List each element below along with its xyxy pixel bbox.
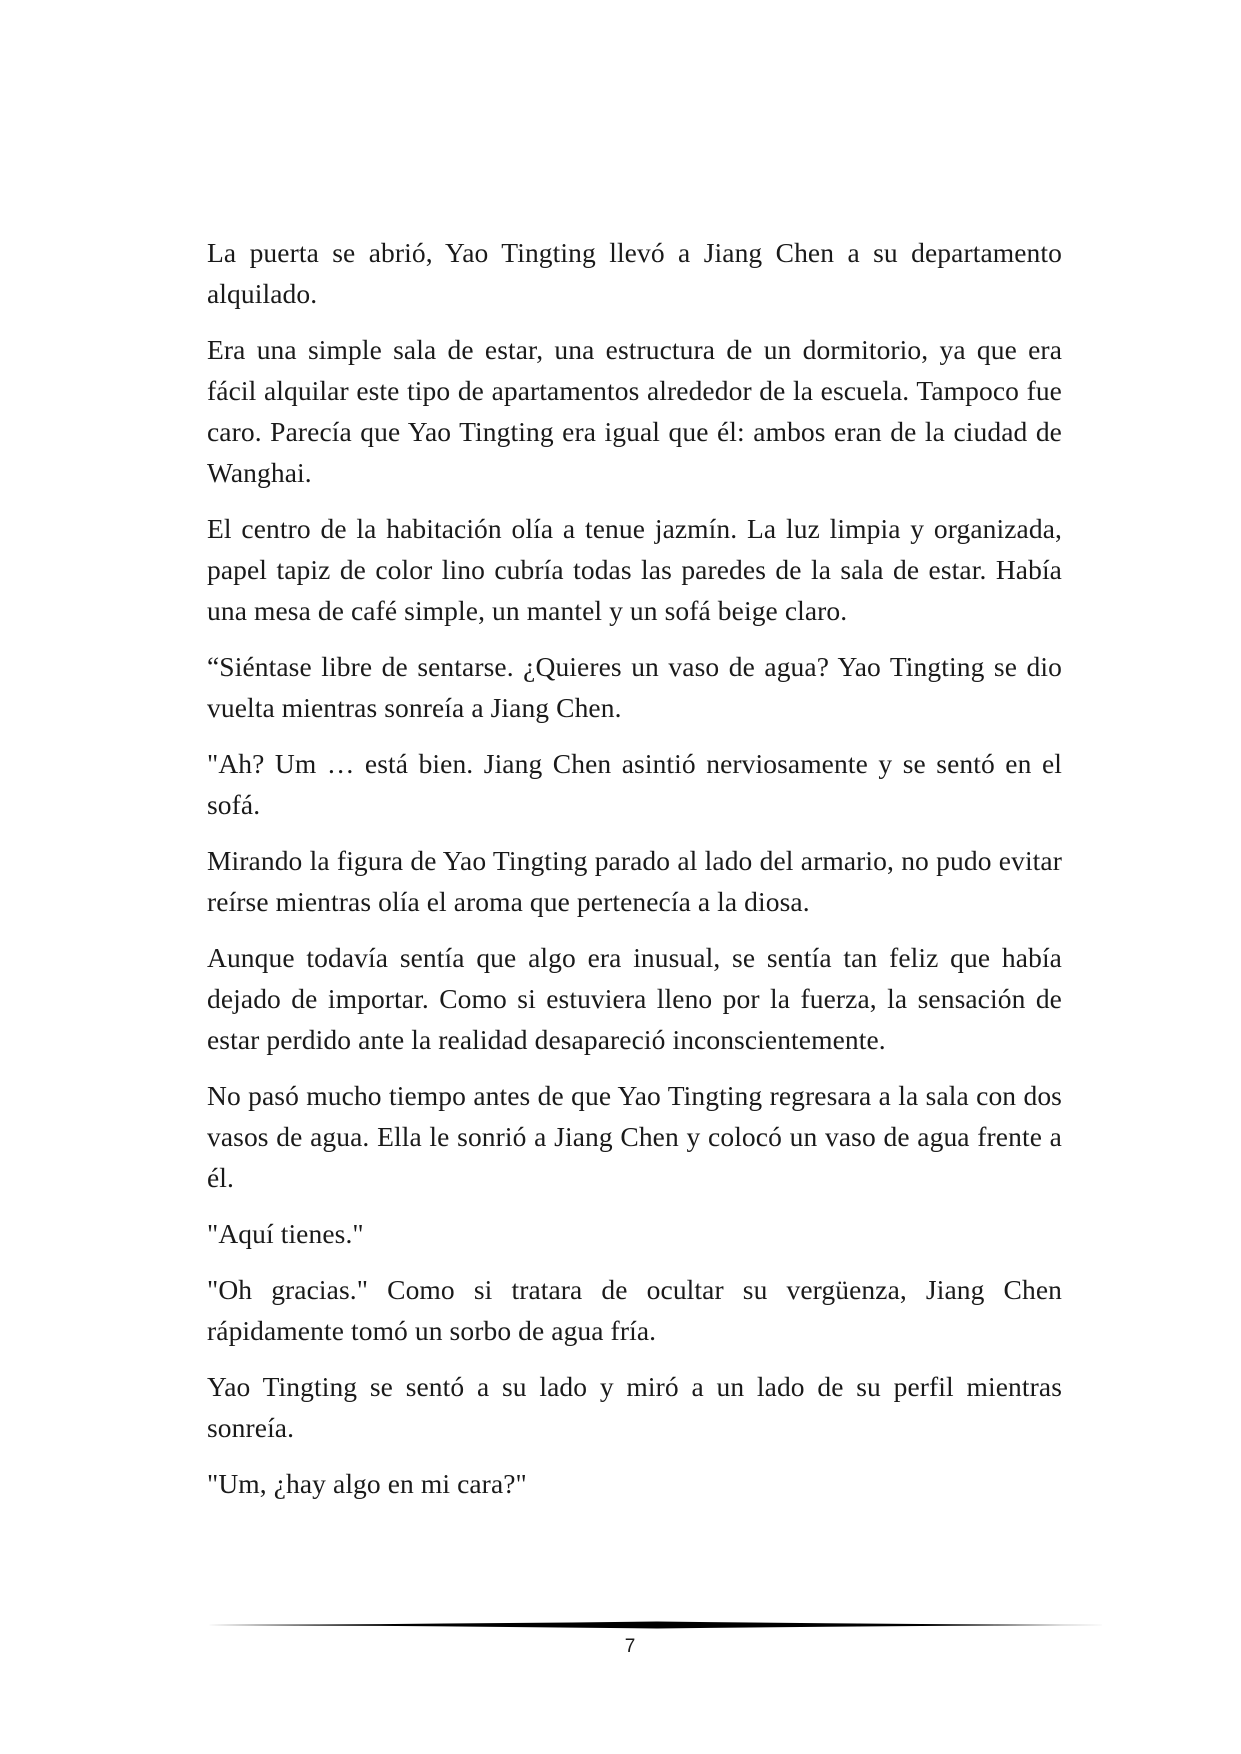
paragraph: Yao Tingting se sentó a su lado y miró a un lado de su perfil mientras sonreía.: [207, 1371, 1062, 1443]
paragraph: Aunque todavía sentía que algo era inusual, se sentía tan feliz que había dejado de importar. Como si estuviera lleno por la fuerza, la sensación de estar perdido ante la realidad desapareció inconscientemente.: [207, 942, 1062, 1055]
paragraph: No pasó mucho tiempo antes de que Yao Tingting regresara a la sala con dos vasos de agua. Ella le sonrió a Jiang Chen y colocó un vaso de agua frente a él.: [207, 1080, 1062, 1193]
paragraph: Era una simple sala de estar, una estructura de un dormitorio, ya que era fácil alquilar este tipo de apartamentos alrededor de la escuela. Tampoco fue caro. Parecía que Yao Tingting era igual que él: ambos eran de la ciudad de Wanghai.: [207, 334, 1062, 488]
footer-rule-shape: [207, 1622, 1107, 1629]
paragraph: “Siéntase libre de sentarse. ¿Quieres un vaso de agua? Yao Tingting se dio vuelta mientras sonreía a Jiang Chen.: [207, 651, 1062, 723]
footer-rule: [207, 1618, 1107, 1632]
paragraph: "Um, ¿hay algo en mi cara?": [207, 1468, 527, 1499]
paragraph: "Ah? Um … está bien. Jiang Chen asintió nerviosamente y se sentó en el sofá.: [207, 748, 1062, 820]
page-number: 7: [624, 1636, 636, 1657]
paragraph: "Aquí tienes.": [207, 1218, 364, 1249]
paragraph: "Oh gracias." Como si tratara de ocultar su vergüenza, Jiang Chen rápidamente tomó un sorbo de agua fría.: [207, 1274, 1062, 1346]
paragraph: La puerta se abrió, Yao Tingting llevó a Jiang Chen a su departamento alquilado.: [207, 237, 1062, 309]
paragraph: Mirando la figura de Yao Tingting parado al lado del armario, no pudo evitar reírse mientras olía el aroma que pertenecía a la diosa.: [207, 845, 1062, 917]
paragraph: El centro de la habitación olía a tenue jazmín. La luz limpia y organizada, papel tapiz de color lino cubría todas las paredes de la sala de estar. Había una mesa de café simple, un mantel y un sofá beige claro.: [207, 513, 1062, 626]
body-text: [207, 232, 1062, 1519]
